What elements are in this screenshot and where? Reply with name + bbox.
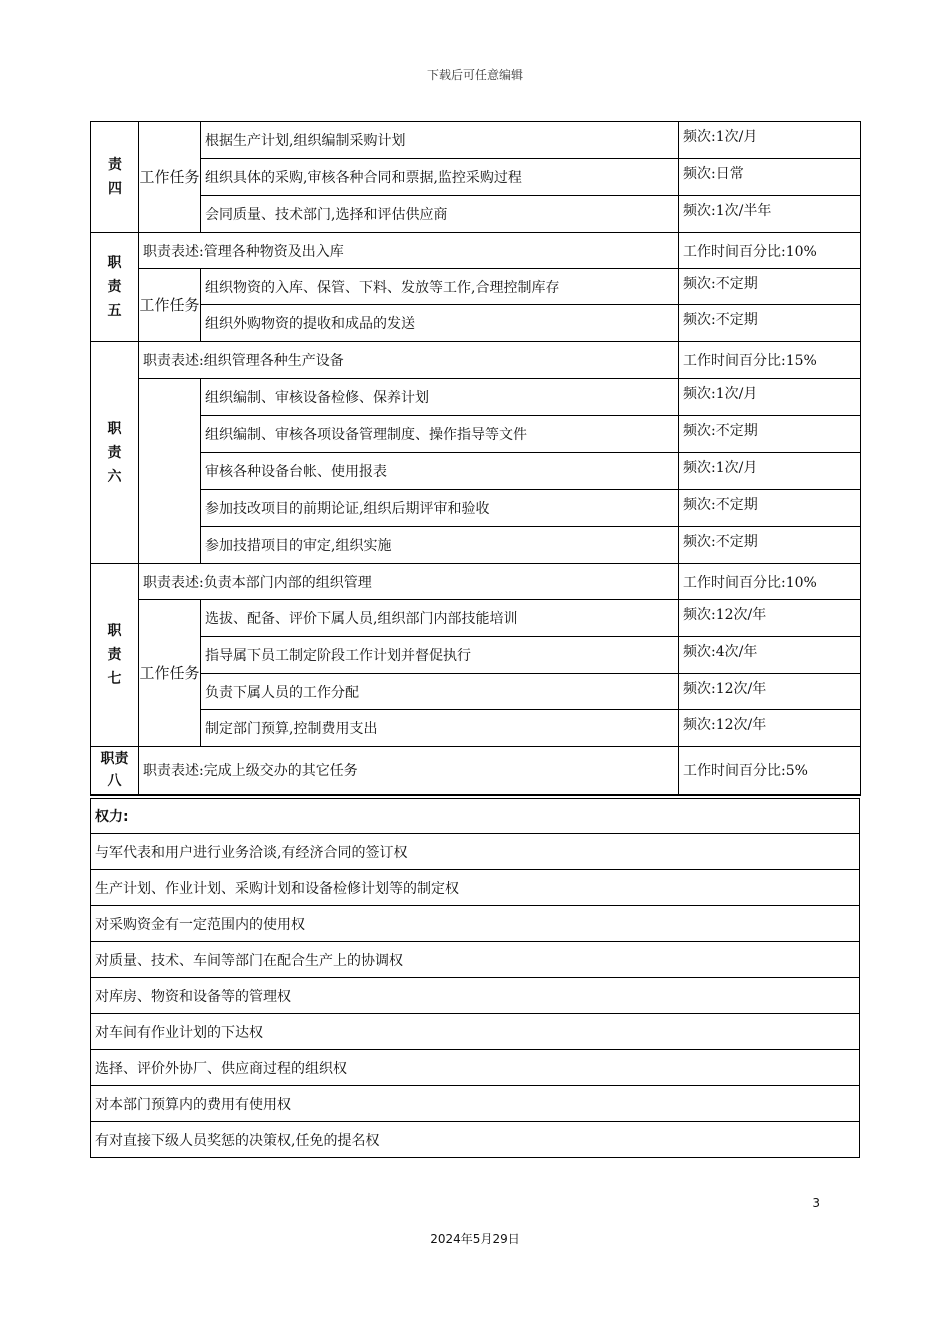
duty-7-task-2-frequency: 频次:4次/年 xyxy=(679,637,861,674)
power-item-6: 对车间有作业计划的下达权 xyxy=(91,1014,860,1050)
table-row xyxy=(91,637,861,674)
power-item-9: 有对直接下级人员奖惩的决策权,任免的提名权 xyxy=(91,1122,860,1158)
table-row xyxy=(91,870,860,906)
duty-7-task-1: 选拔、配备、评价下属人员,组织部门内部技能培训 xyxy=(201,600,679,637)
duty-4-label: 责四 xyxy=(91,122,139,233)
duty-6-subheading-empty xyxy=(139,379,201,564)
duty-5-time-percentage: 工作时间百分比:10% xyxy=(679,233,861,269)
table-row xyxy=(91,342,861,379)
duty-5-task-1-frequency: 频次:不定期 xyxy=(679,269,861,305)
duty-6-label-text: 职责六 xyxy=(107,420,122,485)
duty-5-task-2-frequency: 频次:不定期 xyxy=(679,305,861,342)
duty-6-task-2-frequency: 频次:不定期 xyxy=(679,416,861,453)
power-item-8: 对本部门预算内的费用有使用权 xyxy=(91,1086,860,1122)
duty-5-description: 职责表述:管理各种物资及出入库 xyxy=(139,233,679,269)
table-row xyxy=(91,674,861,710)
duty-6-task-2: 组织编制、审核各项设备管理制度、操作指导等文件 xyxy=(201,416,679,453)
duty-7-subheading: 工作任务 xyxy=(139,600,201,747)
duty-6-task-1: 组织编制、审核设备检修、保养计划 xyxy=(201,379,679,416)
duties-table xyxy=(90,121,861,796)
duty-7-description: 职责表述:负责本部门内部的组织管理 xyxy=(139,564,679,600)
duty-5-task-2: 组织外购物资的提收和成品的发送 xyxy=(201,305,679,342)
power-item-5: 对库房、物资和设备等的管理权 xyxy=(91,978,860,1014)
duty-7-label xyxy=(91,564,139,747)
duty-4-task-2-frequency: 频次:日常 xyxy=(679,159,861,196)
duty-6-task-5-frequency: 频次:不定期 xyxy=(679,527,861,564)
duty-7-time-percentage: 工作时间百分比:10% xyxy=(679,564,861,600)
table-row xyxy=(91,1050,860,1086)
duty-5-label xyxy=(91,233,139,342)
duty-6-task-1-frequency: 频次:1次/月 xyxy=(679,379,861,416)
table-row xyxy=(91,379,861,416)
table-row xyxy=(91,233,861,269)
table-row xyxy=(91,942,860,978)
table-row xyxy=(91,600,861,637)
duty-4-subheading: 工作任务 xyxy=(139,122,201,233)
duty-7-task-1-frequency: 频次:12次/年 xyxy=(679,600,861,637)
duty-7-task-3: 负责下属人员的工作分配 xyxy=(201,674,679,710)
page-footer-date: 2024年5月29日 xyxy=(430,1232,520,1246)
power-item-7: 选择、评价外协厂、供应商过程的组织权 xyxy=(91,1050,860,1086)
table-row xyxy=(91,416,861,453)
table-row xyxy=(91,1122,860,1158)
table-row xyxy=(91,978,860,1014)
table-row xyxy=(91,490,861,527)
duty-6-task-5: 参加技措项目的审定,组织实施 xyxy=(201,527,679,564)
page-header: 下载后可任意编辑 xyxy=(426,68,523,82)
powers-table xyxy=(90,798,860,1158)
power-item-1: 与军代表和用户进行业务洽谈,有经济合同的签订权 xyxy=(91,834,860,870)
duty-6-label xyxy=(91,342,139,564)
table-row xyxy=(91,196,861,233)
table-row xyxy=(91,159,861,196)
duty-7-task-4: 制定部门预算,控制费用支出 xyxy=(201,710,679,747)
table-row xyxy=(91,453,861,490)
power-item-2: 生产计划、作业计划、采购计划和设备检修计划等的制定权 xyxy=(91,870,860,906)
duty-7-task-2: 指导属下员工制定阶段工作计划并督促执行 xyxy=(201,637,679,674)
table-row xyxy=(91,710,861,747)
table-row xyxy=(91,1086,860,1122)
table-row xyxy=(91,1014,860,1050)
duty-6-task-3-frequency: 频次:1次/月 xyxy=(679,453,861,490)
duty-6-description: 职责表述:组织管理各种生产设备 xyxy=(139,342,679,379)
duty-6-task-4: 参加技改项目的前期论证,组织后期评审和验收 xyxy=(201,490,679,527)
table-row xyxy=(91,305,861,342)
table-row xyxy=(91,122,861,159)
table-row xyxy=(91,906,860,942)
page-number: 3 xyxy=(812,1196,820,1210)
duty-4-task-1-frequency: 频次:1次/月 xyxy=(679,122,861,159)
duty-8-description: 职责表述:完成上级交办的其它任务 xyxy=(139,747,679,795)
duty-6-task-3: 审核各种设备台帐、使用报表 xyxy=(201,453,679,490)
table-row xyxy=(91,564,861,600)
duty-8-time-percentage: 工作时间百分比:5% xyxy=(679,747,861,795)
duty-8-label xyxy=(91,747,139,795)
duty-7-task-4-frequency: 频次:12次/年 xyxy=(679,710,861,747)
duty-6-time-percentage: 工作时间百分比:15% xyxy=(679,342,861,379)
duty-5-subheading: 工作任务 xyxy=(139,269,201,342)
table-row xyxy=(91,527,861,564)
power-item-4: 对质量、技术、车间等部门在配合生产上的协调权 xyxy=(91,942,860,978)
duty-4-task-2: 组织具体的采购,审核各种合同和票据,监控采购过程 xyxy=(201,159,679,196)
duty-7-task-3-frequency: 频次:12次/年 xyxy=(679,674,861,710)
duty-5-task-1: 组织物资的入库、保管、下料、发放等工作,合理控制库存 xyxy=(201,269,679,305)
table-row xyxy=(91,799,860,834)
duty-4-task-1: 根据生产计划,组织编制采购计划 xyxy=(201,122,679,159)
table-row xyxy=(91,834,860,870)
table-row xyxy=(91,747,861,795)
duty-4-task-3: 会同质量、技术部门,选择和评估供应商 xyxy=(201,196,679,233)
duty-4-task-3-frequency: 频次:1次/半年 xyxy=(679,196,861,233)
table-row xyxy=(91,269,861,305)
duty-6-task-4-frequency: 频次:不定期 xyxy=(679,490,861,527)
duty-7-label-text: 职责七 xyxy=(107,623,122,687)
powers-title: 权力: xyxy=(91,799,860,834)
duty-5-label-text: 职责五 xyxy=(107,255,122,319)
duty-8-label-text: 职责八 xyxy=(100,751,129,790)
power-item-3: 对采购资金有一定范围内的使用权 xyxy=(91,906,860,942)
